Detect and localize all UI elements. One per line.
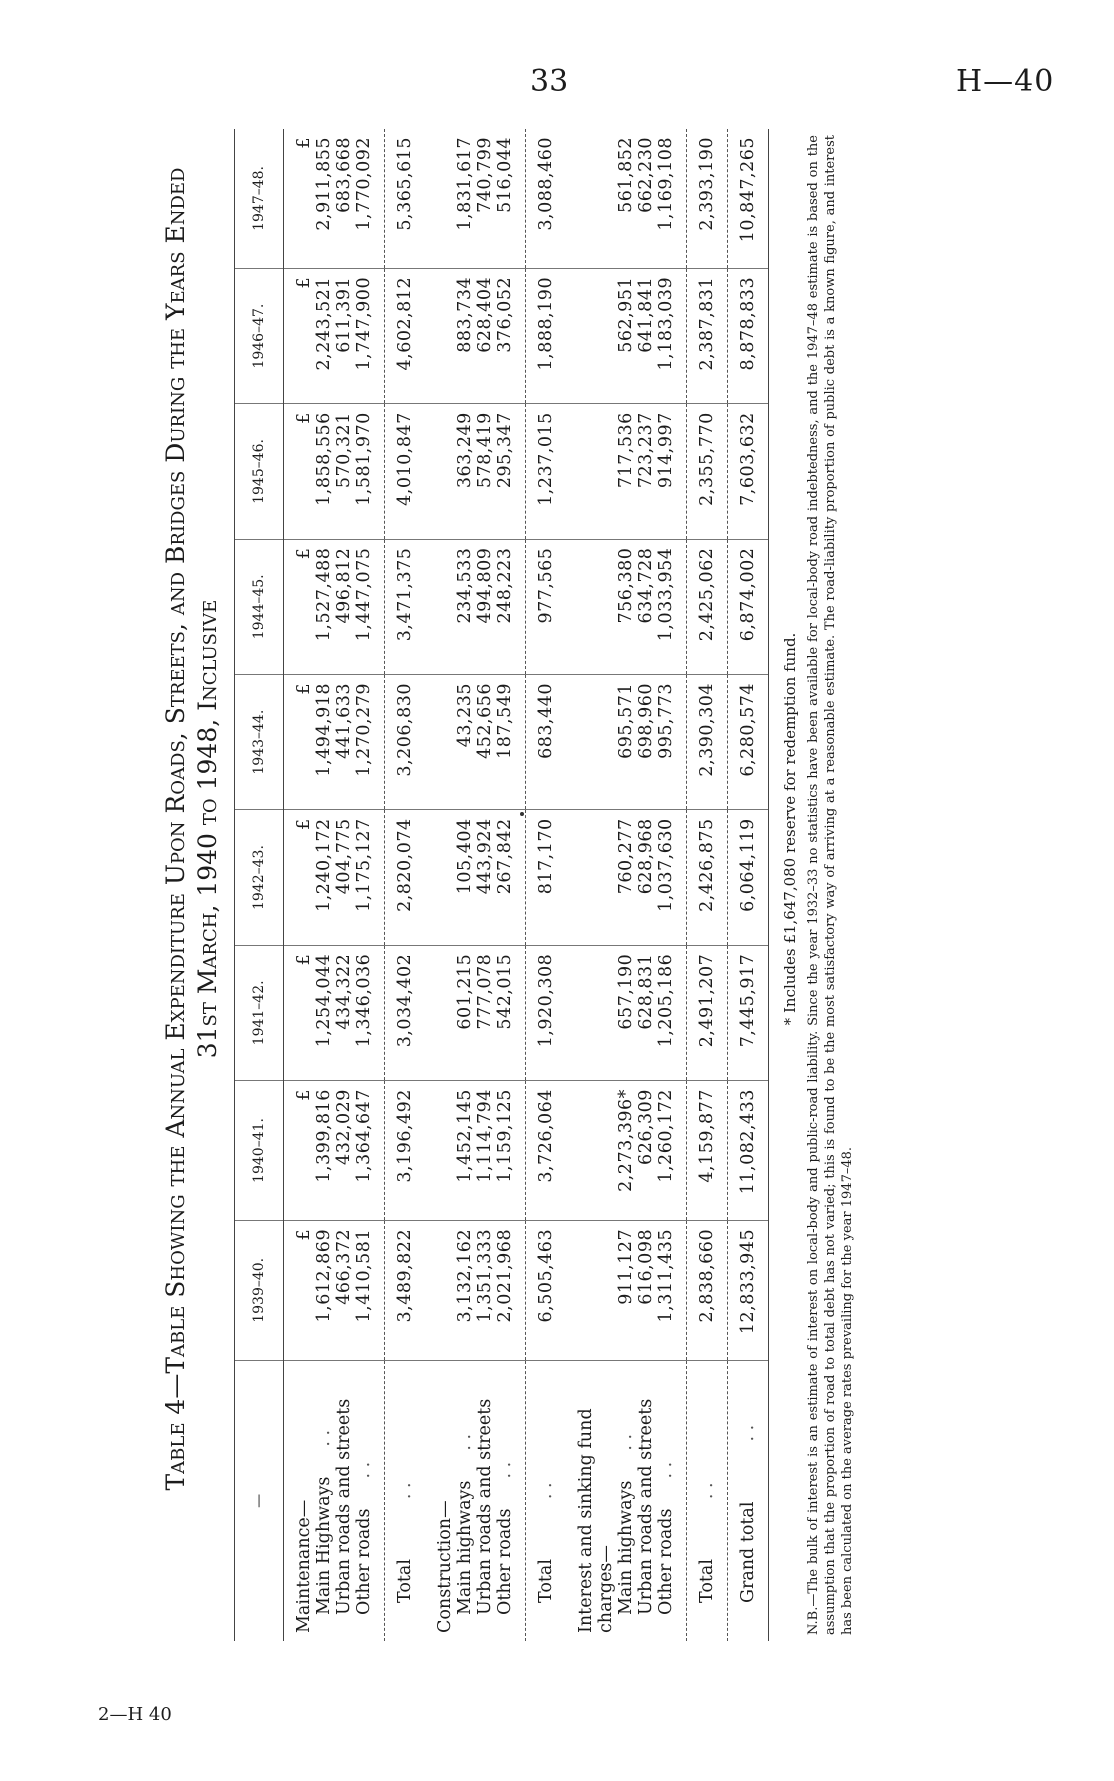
total-label [526, 1360, 567, 1641]
cell-value: 363,249 [455, 412, 475, 489]
cell-value: 1,205,186 [656, 953, 676, 1048]
value-cell [566, 129, 687, 268]
spacer [576, 548, 596, 666]
value-cell [284, 945, 385, 1080]
cell-value: 634,728 [636, 547, 656, 624]
value-cell [284, 404, 385, 539]
row-label [475, 1369, 495, 1633]
row-label [314, 1369, 334, 1633]
total-label [687, 1360, 728, 1641]
leader-dots: . . [616, 1433, 636, 1451]
cell-value: 698,960 [636, 682, 656, 759]
value-cell [566, 404, 687, 539]
row-label [636, 1369, 656, 1633]
row-label-text: Urban roads and streets [475, 1398, 495, 1615]
cell-value: 626,309 [636, 1089, 656, 1165]
group-label [566, 1360, 687, 1641]
cell-value: 1,159,125 [495, 1089, 515, 1183]
currency-symbol [435, 137, 455, 260]
currency-symbol [435, 412, 455, 530]
total-value: 6,874,002 [728, 539, 769, 674]
value-cell [425, 1220, 526, 1360]
cell-value: 432,029 [334, 1089, 354, 1165]
spacer [596, 683, 616, 801]
total-value: 3,726,064 [526, 1081, 567, 1221]
spacer [576, 818, 596, 936]
cell-value: 1,747,900 [354, 276, 374, 371]
header-year: 1939–40. [235, 1220, 284, 1360]
total-value: 3,489,822 [385, 1220, 426, 1360]
cell-value: 1,033,954 [656, 547, 676, 642]
row-label [495, 1369, 515, 1633]
value-cell [566, 268, 687, 403]
document-reference-top: H—40 [956, 64, 1055, 99]
total-value: 4,010,847 [385, 404, 426, 539]
value-cell [425, 268, 526, 403]
cell-value: 740,799 [475, 137, 495, 213]
leader-dots: . . [536, 1482, 556, 1500]
cell-value: 267,842 [495, 818, 515, 895]
row-label-text: Main highways [616, 1480, 636, 1615]
value-cell [284, 129, 385, 268]
currency-symbol: £ [294, 276, 314, 289]
total-value: 3,471,375 [385, 539, 426, 674]
cell-value: 1,364,647 [354, 1089, 374, 1183]
cell-value: 452,656 [475, 682, 495, 759]
spacer [596, 137, 616, 260]
total-value: 2,820,074 [385, 810, 426, 945]
cell-value: 601,215 [455, 953, 475, 1030]
spacer [596, 1229, 616, 1352]
total-value: 2,393,190 [687, 129, 728, 268]
row-label-text: Other roads [495, 1508, 515, 1615]
spacer [576, 277, 596, 395]
currency-symbol: £ [294, 818, 314, 830]
total-value: 2,838,660 [687, 1220, 728, 1360]
total-value: 1,920,308 [526, 945, 567, 1080]
cell-value: 1,175,127 [354, 818, 374, 912]
table-title [160, 17, 224, 1641]
document-reference-bottom: 2—H 40 [98, 1704, 172, 1725]
total-label-text: Total [395, 1559, 415, 1603]
table-row-group-construction [425, 129, 526, 1641]
cell-value: 1,169,108 [656, 137, 676, 231]
cell-value: 295,347 [495, 412, 515, 489]
spacer [596, 954, 616, 1072]
table-row-total-construction [526, 129, 567, 1641]
currency-symbol [435, 1229, 455, 1352]
currency-symbol: £ [294, 137, 314, 149]
cell-value: 611,391 [334, 276, 354, 353]
total-value: 4,159,877 [687, 1081, 728, 1221]
row-label [616, 1369, 636, 1633]
cell-value: 616,098 [636, 1228, 656, 1305]
expenditure-table [234, 129, 769, 1641]
cell-value: 1,612,869 [314, 1228, 334, 1323]
cell-value: 2,021,968 [495, 1228, 515, 1323]
currency-symbol [435, 818, 455, 936]
total-value: 2,491,207 [687, 945, 728, 1080]
total-value: 2,355,770 [687, 404, 728, 539]
cell-value: 883,734 [455, 276, 475, 353]
value-cell [425, 1081, 526, 1221]
group-heading: Construction— [435, 1500, 455, 1633]
cell-value: 234,533 [455, 547, 475, 624]
header-year: 1946–47. [235, 268, 284, 403]
cell-value: 105,404 [455, 818, 475, 895]
currency-symbol [435, 1089, 455, 1212]
currency-symbol: £ [294, 953, 314, 966]
spacer [576, 1089, 596, 1212]
cell-value: 1,183,039 [656, 276, 676, 371]
header-year: 1941–42. [235, 945, 284, 1080]
table-row-grand-total [728, 129, 769, 1641]
value-cell [425, 129, 526, 268]
cell-value: 1,114,794 [475, 1089, 495, 1183]
leader-dots: . . [455, 1433, 475, 1451]
leader-dots: . . [697, 1482, 717, 1500]
cell-value: 1,494,918 [314, 682, 334, 777]
cell-value: 1,260,172 [656, 1089, 676, 1183]
cell-value: 760,277 [616, 818, 636, 895]
spacer [596, 818, 616, 936]
total-value: 6,505,463 [526, 1220, 567, 1360]
cell-value: 1,770,092 [354, 137, 374, 231]
cell-value: 1,447,075 [354, 547, 374, 642]
currency-symbol: £ [294, 1228, 314, 1241]
cell-value: 494,809 [475, 547, 495, 624]
spacer [576, 683, 596, 801]
row-label-text: Other roads [354, 1508, 374, 1615]
value-cell [284, 1220, 385, 1360]
leader-dots: . . [495, 1461, 515, 1479]
row-label [455, 1369, 475, 1633]
row-label-text: Urban roads and streets [636, 1398, 656, 1615]
value-cell [284, 674, 385, 809]
value-cell [284, 810, 385, 945]
header-row [235, 129, 284, 1641]
total-value: 4,602,812 [385, 268, 426, 403]
cell-value: 1,452,145 [455, 1089, 475, 1183]
value-cell [566, 1081, 687, 1221]
currency-symbol: £ [294, 547, 314, 560]
value-cell [566, 674, 687, 809]
total-value: 6,280,574 [728, 674, 769, 809]
cell-value: 723,237 [636, 412, 656, 489]
table-row-total-maintenance [385, 129, 426, 1641]
row-label-text: Urban roads and streets [334, 1398, 354, 1615]
spacer [596, 412, 616, 530]
cell-value: 561,852 [616, 137, 636, 213]
cell-value: 2,243,521 [314, 276, 334, 371]
value-cell [425, 404, 526, 539]
group-heading: charges— [596, 1545, 616, 1633]
total-value: 2,425,062 [687, 539, 728, 674]
page-number: 33 [530, 64, 569, 99]
cell-value: 443,924 [475, 818, 495, 895]
leader-dots: . . [656, 1461, 676, 1479]
cell-value: 1,858,556 [314, 412, 334, 506]
spacer [596, 277, 616, 395]
currency-symbol: £ [294, 412, 314, 424]
cell-value: 641,841 [636, 276, 656, 353]
leader-dots: . . [395, 1482, 415, 1500]
total-value: 10,847,265 [728, 129, 769, 268]
total-value: 2,426,875 [687, 810, 728, 945]
cell-value: 1,527,488 [314, 547, 334, 642]
total-value: 7,603,632 [728, 404, 769, 539]
cell-value: 995,773 [656, 682, 676, 759]
group-label [425, 1360, 526, 1641]
cell-value: 248,223 [495, 547, 515, 624]
header-year: 1947–48. [235, 129, 284, 268]
total-value: 2,390,304 [687, 674, 728, 809]
row-label-text: Main Highways [314, 1476, 334, 1615]
total-value: 977,565 [526, 539, 567, 674]
leader-dots: . . [354, 1461, 374, 1479]
cell-value: 756,380 [616, 547, 636, 624]
total-label-text: Total [697, 1559, 717, 1603]
total-value: 11,082,433 [728, 1081, 769, 1221]
cell-value: 441,633 [334, 682, 354, 759]
table-row-group-interest [566, 129, 687, 1641]
header-year: 1942–43. [235, 810, 284, 945]
row-label-text: Main highways [455, 1480, 475, 1615]
cell-value: 695,571 [616, 682, 636, 759]
total-value: 683,440 [526, 674, 567, 809]
value-cell [284, 539, 385, 674]
cell-value: 914,997 [656, 412, 676, 489]
cell-value: 404,775 [334, 818, 354, 895]
cell-value: 911,127 [616, 1228, 636, 1305]
total-value: 1,888,190 [526, 268, 567, 403]
rotated-table-block [150, 17, 930, 1641]
currency-symbol [435, 954, 455, 1072]
cell-value: 2,911,855 [314, 137, 334, 231]
total-value: 7,445,917 [728, 945, 769, 1080]
row-label [656, 1369, 676, 1633]
cell-value: 376,052 [495, 276, 515, 353]
table-title-line-2: 31st March, 1940 to 1948, Inclusive [193, 599, 222, 1059]
value-cell [566, 810, 687, 945]
header-year: 1944–45. [235, 539, 284, 674]
group-heading: Interest and sinking fund [576, 1408, 596, 1633]
cell-value: 662,230 [636, 137, 656, 213]
total-label-text: Grand total [738, 1501, 758, 1603]
cell-value: 3,132,162 [455, 1228, 475, 1323]
table-title-line-1: Table 4—Table Showing the Annual Expenditure Upon Roads, Streets, and Bridges During the Years Ended [161, 167, 190, 1491]
total-label [728, 1360, 769, 1641]
header-year: 1945–46. [235, 404, 284, 539]
cell-value: 657,190 [616, 953, 636, 1030]
spacer [596, 548, 616, 666]
total-value: 1,237,015 [526, 404, 567, 539]
cell-value: 1,240,172 [314, 818, 334, 912]
spacer [576, 137, 596, 260]
cell-value: 683,668 [334, 137, 354, 213]
leader-dots: . . [314, 1429, 334, 1447]
cell-value: 628,404 [475, 276, 495, 353]
value-cell [566, 945, 687, 1080]
spacer [576, 954, 596, 1072]
value-cell [425, 945, 526, 1080]
value-cell [566, 539, 687, 674]
header-year: 1940–41. [235, 1081, 284, 1221]
table-row-group-maintenance [284, 129, 385, 1641]
table-body [284, 129, 769, 1641]
cell-value: 578,419 [475, 412, 495, 489]
cell-value: 717,536 [616, 412, 636, 489]
cell-value: 562,951 [616, 276, 636, 353]
header-blank: — [235, 1360, 284, 1641]
header-year: 1943–44. [235, 674, 284, 809]
leader-dots: . . [738, 1424, 758, 1442]
total-value: 12,833,945 [728, 1220, 769, 1360]
footnote: * Includes £1,647,080 reserve for redemption fund. [781, 632, 799, 1026]
total-value: 6,064,119 [728, 810, 769, 945]
value-cell [425, 539, 526, 674]
cell-value: 1,399,816 [314, 1089, 334, 1183]
cell-value: 434,322 [334, 953, 354, 1030]
cell-value: 43,235 [455, 682, 475, 748]
table-row-total-interest [687, 129, 728, 1641]
cell-value: 628,968 [636, 818, 656, 895]
total-label-text: Total [536, 1559, 556, 1603]
currency-symbol [435, 548, 455, 666]
row-label [334, 1369, 354, 1633]
value-cell [425, 810, 526, 945]
cell-value: 1,311,435 [656, 1228, 676, 1323]
total-value: 3,088,460 [526, 129, 567, 268]
row-label-text: Other roads [656, 1508, 676, 1615]
value-cell [284, 1081, 385, 1221]
cell-value: 516,044 [495, 137, 515, 213]
value-cell [425, 674, 526, 809]
row-label [354, 1369, 374, 1633]
value-cell [284, 268, 385, 403]
cell-value: 466,372 [334, 1228, 354, 1305]
cell-value: 187,549 [495, 682, 515, 759]
currency-symbol [435, 277, 455, 395]
cell-value: 1,351,333 [475, 1228, 495, 1323]
cell-value: 1,581,970 [354, 412, 374, 506]
currency-symbol [435, 683, 455, 801]
cell-value: 542,015 [495, 953, 515, 1030]
spacer [576, 1229, 596, 1352]
nb-note: N.B.—The bulk of interest is an estimate of interest on local-body and public-road liability. Since the year 1932–33 no statistics have been available for local-body road indebtedness, and the 1947–48 estimate is based on the assumption that the proportion of road to total debt has not varied; this is found to be the most satisfactory way of arriving at a reasonable estimate. The road-liability proportion of public debt is a known figure, and interest has been calculated on the average rates prevailing for the year 1947–48. [806, 135, 855, 1635]
cell-value: 1,410,581 [354, 1228, 374, 1323]
cell-value: 628,831 [636, 953, 656, 1030]
total-value: 3,196,492 [385, 1081, 426, 1221]
cell-value: 1,346,036 [354, 953, 374, 1048]
total-value: 8,878,833 [728, 268, 769, 403]
group-label [284, 1360, 385, 1641]
total-value: 2,387,831 [687, 268, 728, 403]
value-cell [566, 1220, 687, 1360]
group-heading: Maintenance— [294, 1499, 314, 1633]
total-value: 5,365,615 [385, 129, 426, 268]
total-value: 3,206,830 [385, 674, 426, 809]
currency-symbol: £ [294, 1089, 314, 1101]
cell-value: 570,321 [334, 412, 354, 489]
cell-value: 2,273,396* [616, 1089, 636, 1192]
cell-value: 1,831,617 [455, 137, 475, 231]
total-label [385, 1360, 426, 1641]
cell-value: 1,037,630 [656, 818, 676, 912]
total-value: 817,170 [526, 810, 567, 945]
currency-symbol: £ [294, 682, 314, 695]
cell-value: 496,812 [334, 547, 354, 624]
spacer [596, 1089, 616, 1212]
cell-value: 1,270,279 [354, 682, 374, 777]
total-value: 3,034,402 [385, 945, 426, 1080]
spacer [576, 412, 596, 530]
cell-value: 777,078 [475, 953, 495, 1030]
cell-value: 1,254,044 [314, 953, 334, 1048]
